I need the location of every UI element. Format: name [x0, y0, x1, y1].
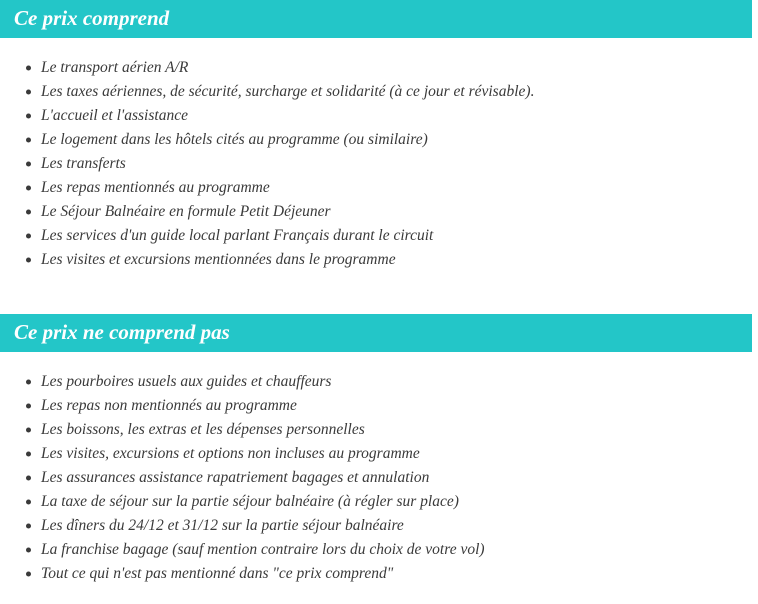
list-item: [0, 394, 758, 418]
bullet-icon: [26, 258, 31, 263]
list-item-label: Les pourboires usuels aux guides et chauffeurs: [41, 373, 332, 391]
list-item-label: Les dîners du 24/12 et 31/12 sur la partie séjour balnéaire: [41, 517, 404, 535]
included-list: [0, 56, 758, 272]
list-item-label: La franchise bagage (sauf mention contraire lors du choix de votre vol): [41, 541, 485, 559]
list-item-label: Le logement dans les hôtels cités au programme (ou similaire): [41, 131, 428, 149]
section-excluded-title: Ce prix ne comprend pas: [0, 314, 752, 352]
bullet-icon: [26, 114, 31, 119]
bullet-icon: [26, 572, 31, 577]
list-item-label: Les taxes aériennes, de sécurité, surcharge et solidarité (à ce jour et révisable).: [41, 83, 535, 101]
list-item-label: Le Séjour Balnéaire en formule Petit Déjeuner: [41, 203, 331, 221]
bullet-icon: [26, 476, 31, 481]
section-included-title: Ce prix comprend: [0, 0, 752, 38]
list-item-label: Les services d'un guide local parlant Français durant le circuit: [41, 227, 434, 245]
list-item-label: Les repas non mentionnés au programme: [41, 397, 297, 415]
list-item: [0, 538, 758, 562]
list-item: [0, 370, 758, 394]
list-item: [0, 128, 758, 152]
bullet-icon: [26, 162, 31, 167]
bullet-icon: [26, 66, 31, 71]
list-item-label: Les transferts: [41, 155, 126, 173]
list-item: [0, 200, 758, 224]
bullet-icon: [26, 138, 31, 143]
section-included-body: [0, 56, 758, 272]
bullet-icon: [26, 380, 31, 385]
bullet-icon: [26, 548, 31, 553]
list-item-label: Le transport aérien A/R: [41, 59, 189, 77]
bullet-icon: [26, 90, 31, 95]
list-item: [0, 152, 758, 176]
spacer: [0, 38, 758, 56]
bullet-icon: [26, 210, 31, 215]
list-item: [0, 490, 758, 514]
list-item-label: La taxe de séjour sur la partie séjour balnéaire (à régler sur place): [41, 493, 459, 511]
list-item-label: Les repas mentionnés au programme: [41, 179, 270, 197]
list-item-label: Les assurances assistance rapatriement bagages et annulation: [41, 469, 430, 487]
section-excluded: [0, 314, 758, 586]
excluded-list: [0, 370, 758, 586]
bullet-icon: [26, 524, 31, 529]
bullet-icon: [26, 452, 31, 457]
list-item: [0, 176, 758, 200]
bullet-icon: [26, 428, 31, 433]
list-item: [0, 224, 758, 248]
list-item: [0, 442, 758, 466]
list-item-label: Les visites et excursions mentionnées dans le programme: [41, 251, 396, 269]
list-item: [0, 248, 758, 272]
bullet-icon: [26, 186, 31, 191]
bullet-icon: [26, 404, 31, 409]
list-item-label: Tout ce qui n'est pas mentionné dans "ce prix comprend": [41, 565, 394, 583]
list-item: [0, 56, 758, 80]
list-item: [0, 104, 758, 128]
spacer: [0, 352, 758, 370]
list-item-label: Les visites, excursions et options non incluses au programme: [41, 445, 420, 463]
list-item-label: L'accueil et l'assistance: [41, 107, 188, 125]
list-item: [0, 514, 758, 538]
list-item-label: Les boissons, les extras et les dépenses personnelles: [41, 421, 365, 439]
bullet-icon: [26, 500, 31, 505]
section-divider-gap: [0, 272, 758, 314]
list-item: [0, 562, 758, 586]
bullet-icon: [26, 234, 31, 239]
section-excluded-body: [0, 370, 758, 586]
list-item: [0, 80, 758, 104]
list-item: [0, 466, 758, 490]
section-included: [0, 0, 758, 272]
list-item: [0, 418, 758, 442]
